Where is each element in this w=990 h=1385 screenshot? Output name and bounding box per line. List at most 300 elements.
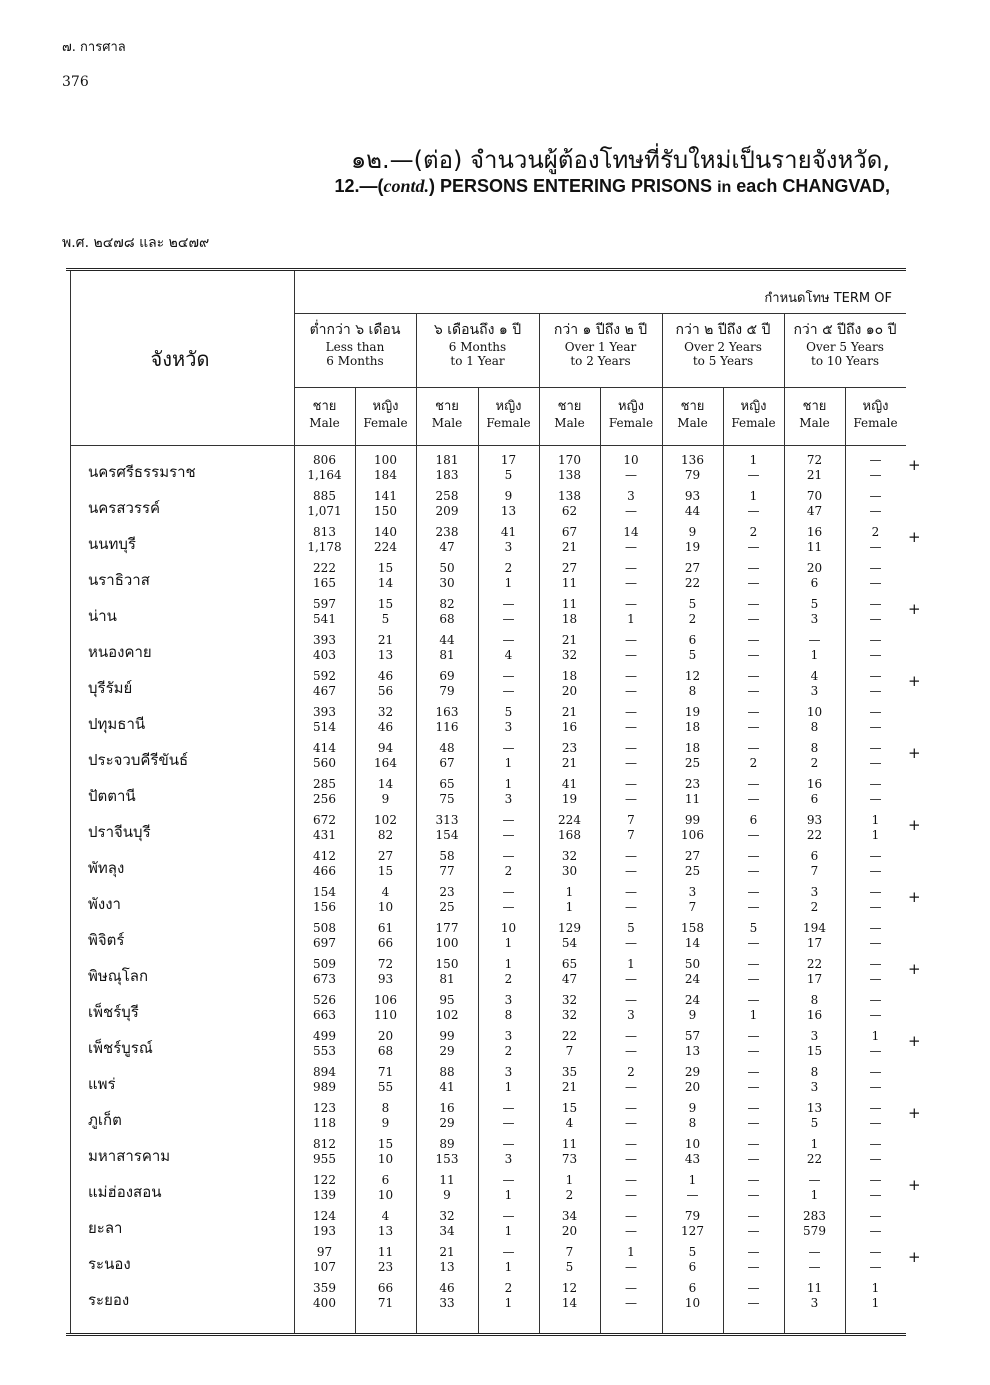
value-1936: 8 [688, 1116, 697, 1130]
table-cell [784, 669, 845, 699]
table-cell [416, 705, 478, 735]
province-name: พัทลุง [88, 859, 125, 877]
table-cell [416, 741, 478, 771]
table-cell [600, 489, 662, 519]
province-name: พังงา [88, 895, 121, 913]
value-1935: 393 [313, 633, 336, 647]
value-1935: 19 [684, 705, 701, 719]
value-1936: 16 [806, 1008, 823, 1022]
value-1935: 4 [381, 885, 390, 899]
value-1935: 82 [439, 597, 455, 611]
term-header: กำหนดโทษ TERM OF [764, 291, 892, 306]
table-cell [478, 705, 539, 735]
value-1935: 11 [377, 1245, 394, 1259]
value-1935: 136 [681, 453, 704, 467]
value-1935: — [869, 453, 882, 467]
table-cell [539, 1065, 600, 1095]
value-1936: 5 [565, 1260, 574, 1274]
value-1936: — [625, 468, 637, 482]
value-1936: — [502, 900, 515, 914]
value-1935: — [869, 489, 882, 503]
value-1935: — [625, 1209, 637, 1223]
value-1935: 20 [806, 561, 823, 575]
value-1936: 47 [806, 504, 823, 518]
value-1935: 154 [313, 885, 336, 899]
value-1936: — [869, 1260, 882, 1274]
value-1935: — [625, 885, 637, 899]
header-line-term [294, 313, 906, 314]
value-1935: — [869, 1209, 882, 1223]
value-1936: 168 [558, 828, 581, 842]
page-number: 376 [62, 74, 89, 90]
value-1936: — [625, 936, 637, 950]
table-cell [416, 597, 478, 627]
value-1936: — [747, 684, 760, 698]
value-1935: 65 [561, 957, 578, 971]
section-heading: ๗. การศาล [62, 40, 126, 55]
table-row [66, 451, 906, 487]
table-cell [784, 489, 845, 519]
sex-label-thai: ชาย [312, 399, 337, 414]
value-1936: 2 [688, 612, 697, 626]
value-1936: — [869, 756, 882, 770]
table-cell [723, 1137, 784, 1167]
province-name: ระยอง [88, 1291, 130, 1309]
table-cell [784, 957, 845, 987]
value-1936: 2 [504, 864, 513, 878]
value-1936: 20 [561, 1224, 578, 1238]
value-1935: 163 [435, 705, 459, 719]
title-en-end: each CHANGVAD, [736, 176, 890, 196]
value-1935: 5 [688, 597, 697, 611]
table-row [66, 1279, 906, 1315]
table-cell [539, 525, 600, 555]
value-1936: 25 [684, 756, 701, 770]
value-1935: 99 [684, 813, 701, 827]
value-1935: — [869, 1173, 882, 1187]
table-cell [662, 525, 723, 555]
value-1936: 7 [688, 900, 697, 914]
value-1935: 97 [316, 1245, 333, 1259]
value-1935: — [808, 633, 821, 647]
table-cell [416, 669, 478, 699]
value-1935: 3 [504, 993, 513, 1007]
value-1936: 23 [377, 1260, 394, 1274]
value-1935: — [625, 597, 637, 611]
table-cell [478, 921, 539, 951]
table-cell [662, 633, 723, 663]
value-1935: 46 [377, 669, 394, 683]
table-cell [600, 777, 662, 807]
value-1936: 16 [561, 720, 578, 734]
table-cell [723, 561, 784, 591]
value-1936: 14 [684, 936, 701, 950]
value-1936: 8 [810, 720, 819, 734]
table-cell [478, 777, 539, 807]
value-1935: 44 [439, 633, 455, 647]
province-name: ปทุมธานี [88, 715, 146, 733]
term-category-en1: Over 5 Years [806, 340, 884, 354]
value-1935: 1 [749, 453, 758, 467]
value-1935: 3 [504, 1029, 513, 1043]
table-cell [294, 633, 355, 663]
value-1936: — [625, 684, 637, 698]
value-1935: — [747, 1101, 760, 1115]
value-1936: 41 [439, 1080, 455, 1094]
table-cell [294, 1209, 355, 1239]
value-1935: — [502, 813, 515, 827]
value-1936: 3 [810, 1296, 819, 1310]
value-1936: 3 [504, 720, 513, 734]
value-1935: 57 [684, 1029, 701, 1043]
value-1935: 21 [377, 633, 394, 647]
table-cell [600, 1101, 662, 1131]
province-name: มหาสารคาม [88, 1147, 171, 1165]
value-1935: — [869, 1065, 882, 1079]
table-cell [539, 741, 600, 771]
value-1936: 68 [377, 1044, 394, 1058]
value-1935: 72 [377, 957, 394, 971]
value-1935: — [747, 1137, 760, 1151]
table-cell [600, 1281, 662, 1311]
value-1935: 10 [623, 453, 639, 467]
value-1936: 673 [313, 972, 336, 986]
sex-label-en: Male [431, 416, 463, 430]
table-row [66, 703, 906, 739]
title-en-in: in [717, 179, 732, 196]
table-cell [478, 453, 539, 483]
value-1936: 100 [435, 936, 459, 950]
table-cell [784, 1209, 845, 1239]
table-cell [723, 777, 784, 807]
table-cell [478, 489, 539, 519]
value-1936: — [502, 612, 515, 626]
value-1935: 102 [374, 813, 397, 827]
value-1936: — [869, 1008, 882, 1022]
value-1935: 14 [377, 777, 394, 791]
province-name: น่าน [88, 607, 117, 625]
value-1935: 32 [561, 849, 578, 863]
value-1936: — [869, 1188, 882, 1202]
table-cell [600, 1245, 662, 1275]
table-cell [355, 1101, 416, 1131]
value-1935: — [869, 1137, 882, 1151]
value-1936: 79 [684, 468, 701, 482]
table-cell [600, 1029, 662, 1059]
table-cell [294, 777, 355, 807]
value-1936: 5 [381, 612, 390, 626]
value-1936: 6 [688, 1260, 697, 1274]
value-1935: 15 [561, 1101, 578, 1115]
value-1936: 66 [377, 936, 394, 950]
table-cell [845, 777, 906, 807]
table-cell [723, 1209, 784, 1239]
value-1936: — [869, 1044, 882, 1058]
value-1935: 11 [561, 1137, 578, 1151]
value-1935: 5 [504, 705, 513, 719]
value-1936: 1 [504, 936, 513, 950]
plus-mark: + [908, 1104, 921, 1122]
term-category-en1: Less than [325, 340, 385, 354]
value-1935: — [747, 669, 760, 683]
province-name: นครสวรรค์ [88, 499, 161, 517]
value-1935: — [625, 1029, 637, 1043]
table-cell [539, 489, 600, 519]
value-1936: 3 [627, 1008, 635, 1022]
value-1935: 5 [810, 597, 819, 611]
value-1935: — [625, 1173, 637, 1187]
table-cell [723, 813, 784, 843]
table-row [66, 1027, 906, 1063]
value-1935: 12 [684, 669, 701, 683]
value-1936: 47 [561, 972, 578, 986]
value-1935: 24 [684, 993, 701, 1007]
table-cell [355, 705, 416, 735]
table-cell [478, 993, 539, 1023]
table-cell [723, 849, 784, 879]
value-1935: 123 [313, 1101, 336, 1115]
value-1936: 1 [504, 1188, 513, 1202]
table-cell [294, 957, 355, 987]
value-1936: 15 [806, 1044, 823, 1058]
value-1936: — [869, 576, 882, 590]
value-1936: 82 [377, 828, 394, 842]
value-1935: 67 [561, 525, 578, 539]
table-cell [723, 669, 784, 699]
value-1936: — [747, 648, 760, 662]
value-1935: — [502, 1173, 515, 1187]
province-name: นนทบุรี [88, 535, 136, 553]
table-cell [478, 1065, 539, 1095]
value-1936: 30 [561, 864, 578, 878]
value-1935: — [502, 1245, 515, 1259]
value-1936: — [747, 936, 760, 950]
table-cell [600, 1173, 662, 1203]
value-1935: — [625, 1281, 637, 1295]
value-1936: — [808, 1260, 821, 1274]
term-category-header [539, 323, 662, 368]
table-cell [600, 885, 662, 915]
value-1935: 140 [374, 525, 397, 539]
value-1936: 256 [313, 792, 336, 806]
value-1936: 514 [313, 720, 336, 734]
value-1936: — [747, 612, 760, 626]
value-1936: 467 [313, 684, 336, 698]
value-1936: — [625, 1260, 637, 1274]
value-1936: 1 [810, 1188, 819, 1202]
value-1935: — [808, 1245, 821, 1259]
table-cell [600, 921, 662, 951]
table-cell [600, 849, 662, 879]
value-1935: 93 [684, 489, 701, 503]
table-cell [723, 1173, 784, 1203]
value-1935: 6 [688, 1281, 697, 1295]
term-category-thai: กว่า ๕ ปีถึง ๑๐ ปี [793, 322, 897, 338]
table-cell [539, 633, 600, 663]
value-1935: — [625, 741, 637, 755]
table-cell [416, 1029, 478, 1059]
table-cell [294, 561, 355, 591]
value-1935: 1 [627, 957, 635, 971]
value-1936: 663 [313, 1008, 336, 1022]
table-cell [723, 1065, 784, 1095]
province-name: ยะลา [88, 1219, 123, 1237]
value-1936: — [747, 828, 760, 842]
value-1936: 79 [439, 684, 455, 698]
table-cell [355, 921, 416, 951]
value-1936: 18 [561, 612, 578, 626]
plus-mark: + [908, 456, 921, 474]
table-cell [845, 669, 906, 699]
value-1936: 11 [684, 792, 701, 806]
value-1935: 16 [806, 777, 823, 791]
table-cell [723, 885, 784, 915]
table-cell [294, 885, 355, 915]
value-1935: 283 [803, 1209, 826, 1223]
value-1936: — [625, 864, 637, 878]
table-cell [416, 813, 478, 843]
value-1935: 22 [806, 957, 823, 971]
value-1935: 17 [500, 453, 517, 467]
term-category-en2: 6 Months [326, 354, 384, 368]
value-1935: 6 [810, 849, 819, 863]
value-1936: 466 [313, 864, 336, 878]
value-1935: 1 [871, 813, 880, 827]
value-1936: — [869, 648, 882, 662]
value-1936: 21 [561, 1080, 578, 1094]
value-1935: 508 [313, 921, 336, 935]
male-column-header [294, 399, 355, 431]
value-1936: — [747, 468, 760, 482]
value-1936: 3 [504, 540, 513, 554]
female-column-header [478, 399, 539, 431]
value-1936: — [869, 900, 882, 914]
value-1935: 150 [435, 957, 459, 971]
province-name: เพ็ชร์บูรณ์ [88, 1039, 153, 1057]
value-1935: — [869, 921, 882, 935]
value-1936: 400 [313, 1296, 336, 1310]
value-1935: — [747, 777, 760, 791]
table-cell [784, 597, 845, 627]
value-1935: 58 [439, 849, 455, 863]
table-cell [355, 813, 416, 843]
value-1935: 11 [439, 1173, 455, 1187]
table-cell [355, 741, 416, 771]
table-cell [845, 1101, 906, 1131]
value-1936: 9 [381, 1116, 390, 1130]
value-1935: 20 [377, 1029, 394, 1043]
value-1935: — [869, 993, 882, 1007]
table-cell [662, 1209, 723, 1239]
value-1936: 2 [749, 756, 758, 770]
value-1936: — [869, 972, 882, 986]
value-1935: — [869, 849, 882, 863]
value-1936: 3 [810, 612, 819, 626]
value-1936: — [869, 1116, 882, 1130]
value-1935: 1 [810, 1137, 819, 1151]
value-1935: — [625, 1101, 637, 1115]
value-1936: 73 [561, 1152, 578, 1166]
province-name: ปัตตานี [88, 787, 136, 805]
value-1935: 35 [561, 1065, 578, 1079]
table-cell [600, 597, 662, 627]
value-1936: 77 [439, 864, 455, 878]
value-1935: 21 [561, 705, 578, 719]
table-cell [416, 1209, 478, 1239]
years-label: พ.ศ. ๒๔๗๘ และ ๒๔๗๙ [62, 235, 210, 251]
value-1936: 107 [313, 1260, 336, 1274]
value-1935: — [502, 885, 515, 899]
value-1935: — [869, 741, 882, 755]
table-cell [845, 1245, 906, 1275]
table-row [66, 1171, 906, 1207]
sex-label-en: Female [363, 416, 408, 430]
table-cell [294, 993, 355, 1023]
table-row [66, 811, 906, 847]
table-cell [845, 489, 906, 519]
table-cell [539, 993, 600, 1023]
value-1935: 32 [377, 705, 394, 719]
value-1935: 129 [558, 921, 581, 935]
sex-label-en: Female [486, 416, 531, 430]
table-cell [723, 993, 784, 1023]
table-cell [355, 885, 416, 915]
table-row [66, 919, 906, 955]
table-cell [294, 489, 355, 519]
term-category-en2: to 10 Years [811, 354, 879, 368]
table-cell [845, 705, 906, 735]
sex-label-thai: หญิง [495, 399, 522, 414]
value-1935: 13 [806, 1101, 823, 1115]
table-cell [600, 993, 662, 1023]
table-cell [539, 1029, 600, 1059]
value-1935: 95 [439, 993, 455, 1007]
value-1936: 553 [313, 1044, 336, 1058]
table-cell [416, 561, 478, 591]
table-cell [355, 561, 416, 591]
value-1935: 412 [313, 849, 336, 863]
table-row [66, 523, 906, 559]
value-1935: 93 [806, 813, 823, 827]
value-1936: — [869, 540, 882, 554]
table-cell [416, 633, 478, 663]
table-row [66, 1243, 906, 1279]
value-1936: 22 [684, 576, 701, 590]
value-1935: 27 [684, 849, 701, 863]
value-1936: — [625, 576, 637, 590]
table-cell [600, 1137, 662, 1167]
value-1936: 1 [871, 828, 880, 842]
table-cell [723, 1245, 784, 1275]
value-1936: 7 [810, 864, 819, 878]
value-1935: 10 [500, 921, 517, 935]
value-1935: 34 [561, 1209, 578, 1223]
value-1935: 21 [561, 633, 578, 647]
value-1936: 17 [806, 936, 823, 950]
value-1935: 1 [749, 489, 758, 503]
table-row [66, 955, 906, 991]
value-1935: 222 [313, 561, 336, 575]
value-1936: — [625, 972, 637, 986]
table-cell [539, 921, 600, 951]
value-1936: 30 [439, 576, 455, 590]
value-1935: 27 [377, 849, 394, 863]
value-1935: — [747, 1173, 760, 1187]
value-1936: 10 [377, 1152, 394, 1166]
value-1936: 18 [684, 720, 701, 734]
value-1936: 224 [374, 540, 397, 554]
value-1936: 3 [810, 1080, 819, 1094]
